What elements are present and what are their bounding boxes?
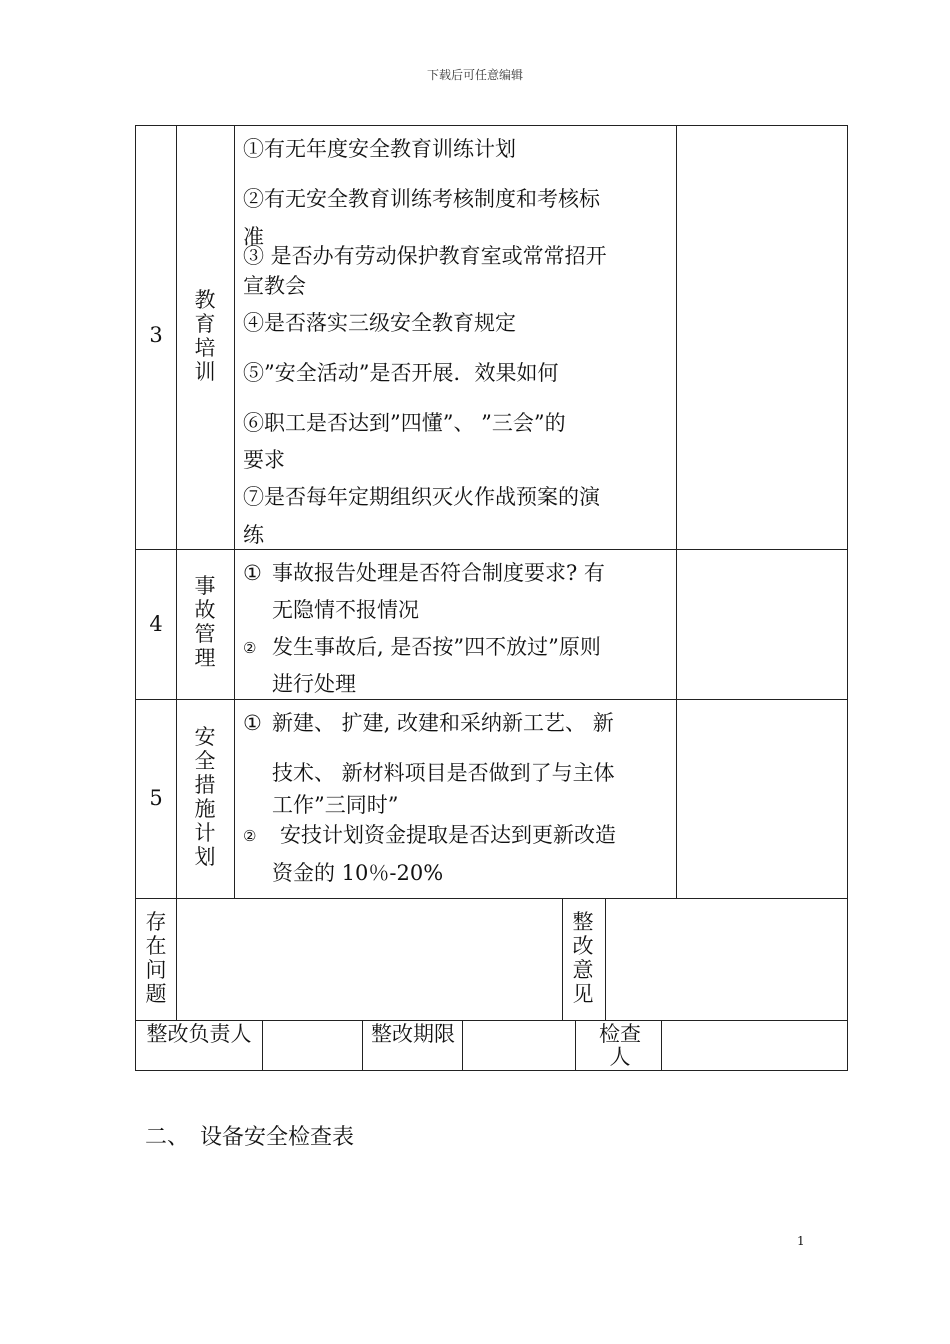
column-divider bbox=[176, 125, 177, 899]
row-divider bbox=[135, 699, 848, 700]
item-marker: ② bbox=[243, 827, 257, 845]
table-border-left bbox=[135, 125, 136, 1071]
column-divider bbox=[234, 125, 235, 899]
rectify-deadline-label: 整改期限 bbox=[371, 1022, 455, 1046]
check-item: ⑦是否每年定期组织灭火作战预案的演 bbox=[243, 485, 600, 509]
column-divider bbox=[575, 1020, 576, 1070]
check-item: 事故报告处理是否符合制度要求? 有 bbox=[272, 561, 605, 585]
inspector-label: 检查人 bbox=[599, 1022, 641, 1069]
check-item: 发生事故后, 是否按”四不放过”原则 bbox=[272, 635, 601, 659]
check-item: 进行处理 bbox=[272, 672, 356, 696]
row-divider bbox=[135, 1020, 848, 1021]
page-number: 1 bbox=[797, 1234, 805, 1248]
table-border-top bbox=[135, 125, 848, 126]
item-marker: ① bbox=[243, 711, 262, 735]
check-item: ⑥职工是否达到”四懂”、 ”三会”的 bbox=[243, 411, 566, 435]
table-border-right bbox=[847, 125, 848, 1071]
column-divider bbox=[176, 898, 177, 1020]
check-item: ②有无安全教育训练考核制度和考核标 bbox=[243, 187, 600, 211]
row-number: 4 bbox=[149, 612, 163, 636]
check-item: 要求 bbox=[243, 448, 285, 472]
check-item: ①有无年度安全教育训练计划 bbox=[243, 137, 516, 161]
column-divider bbox=[262, 1020, 263, 1070]
check-item: ④是否落实三级安全教育规定 bbox=[243, 311, 516, 335]
column-divider bbox=[676, 125, 677, 899]
column-divider bbox=[605, 898, 606, 1020]
check-item: ⑤”安全活动”是否开展．效果如何 bbox=[243, 361, 559, 385]
rectify-opinion-label: 整改意见 bbox=[572, 910, 594, 1006]
item-marker: ① bbox=[243, 561, 262, 585]
check-item: 新建、 扩建, 改建和采纳新工艺、 新 bbox=[272, 711, 614, 735]
item-marker: ② bbox=[243, 639, 257, 657]
section-title: 二、 设备安全检查表 bbox=[145, 1125, 355, 1150]
row-divider bbox=[135, 898, 848, 899]
column-divider bbox=[661, 1020, 662, 1070]
check-item: 准 bbox=[243, 225, 264, 249]
row-category: 安全措施计划 bbox=[194, 725, 216, 869]
column-divider bbox=[562, 898, 563, 1020]
check-item: 安技计划资金提取是否达到更新改造 bbox=[280, 823, 616, 847]
rectify-owner-label: 整改负责人 bbox=[146, 1022, 252, 1046]
row-category: 事故管理 bbox=[194, 574, 216, 670]
check-item: 技术、 新材料项目是否做到了与主体 bbox=[272, 761, 615, 785]
check-item: 无隐情不报情况 bbox=[272, 598, 419, 622]
problems-label: 存在问题 bbox=[145, 910, 167, 1006]
row-divider bbox=[135, 549, 848, 550]
check-item: 资金的 10％-20% bbox=[272, 861, 444, 885]
row-number: 5 bbox=[149, 786, 163, 810]
column-divider bbox=[362, 1020, 363, 1070]
row-category: 教育培训 bbox=[194, 288, 216, 384]
check-item: ③ 是否办有劳动保护教育室或常常招开 bbox=[243, 244, 607, 268]
header-note: 下载后可任意编辑 bbox=[426, 68, 523, 82]
table-border-bottom bbox=[135, 1070, 848, 1071]
column-divider bbox=[462, 1020, 463, 1070]
check-item: 工作”三同时” bbox=[272, 793, 399, 817]
row-number: 3 bbox=[149, 323, 163, 347]
check-item: 宣教会 bbox=[243, 274, 306, 298]
check-item: 练 bbox=[243, 523, 264, 547]
